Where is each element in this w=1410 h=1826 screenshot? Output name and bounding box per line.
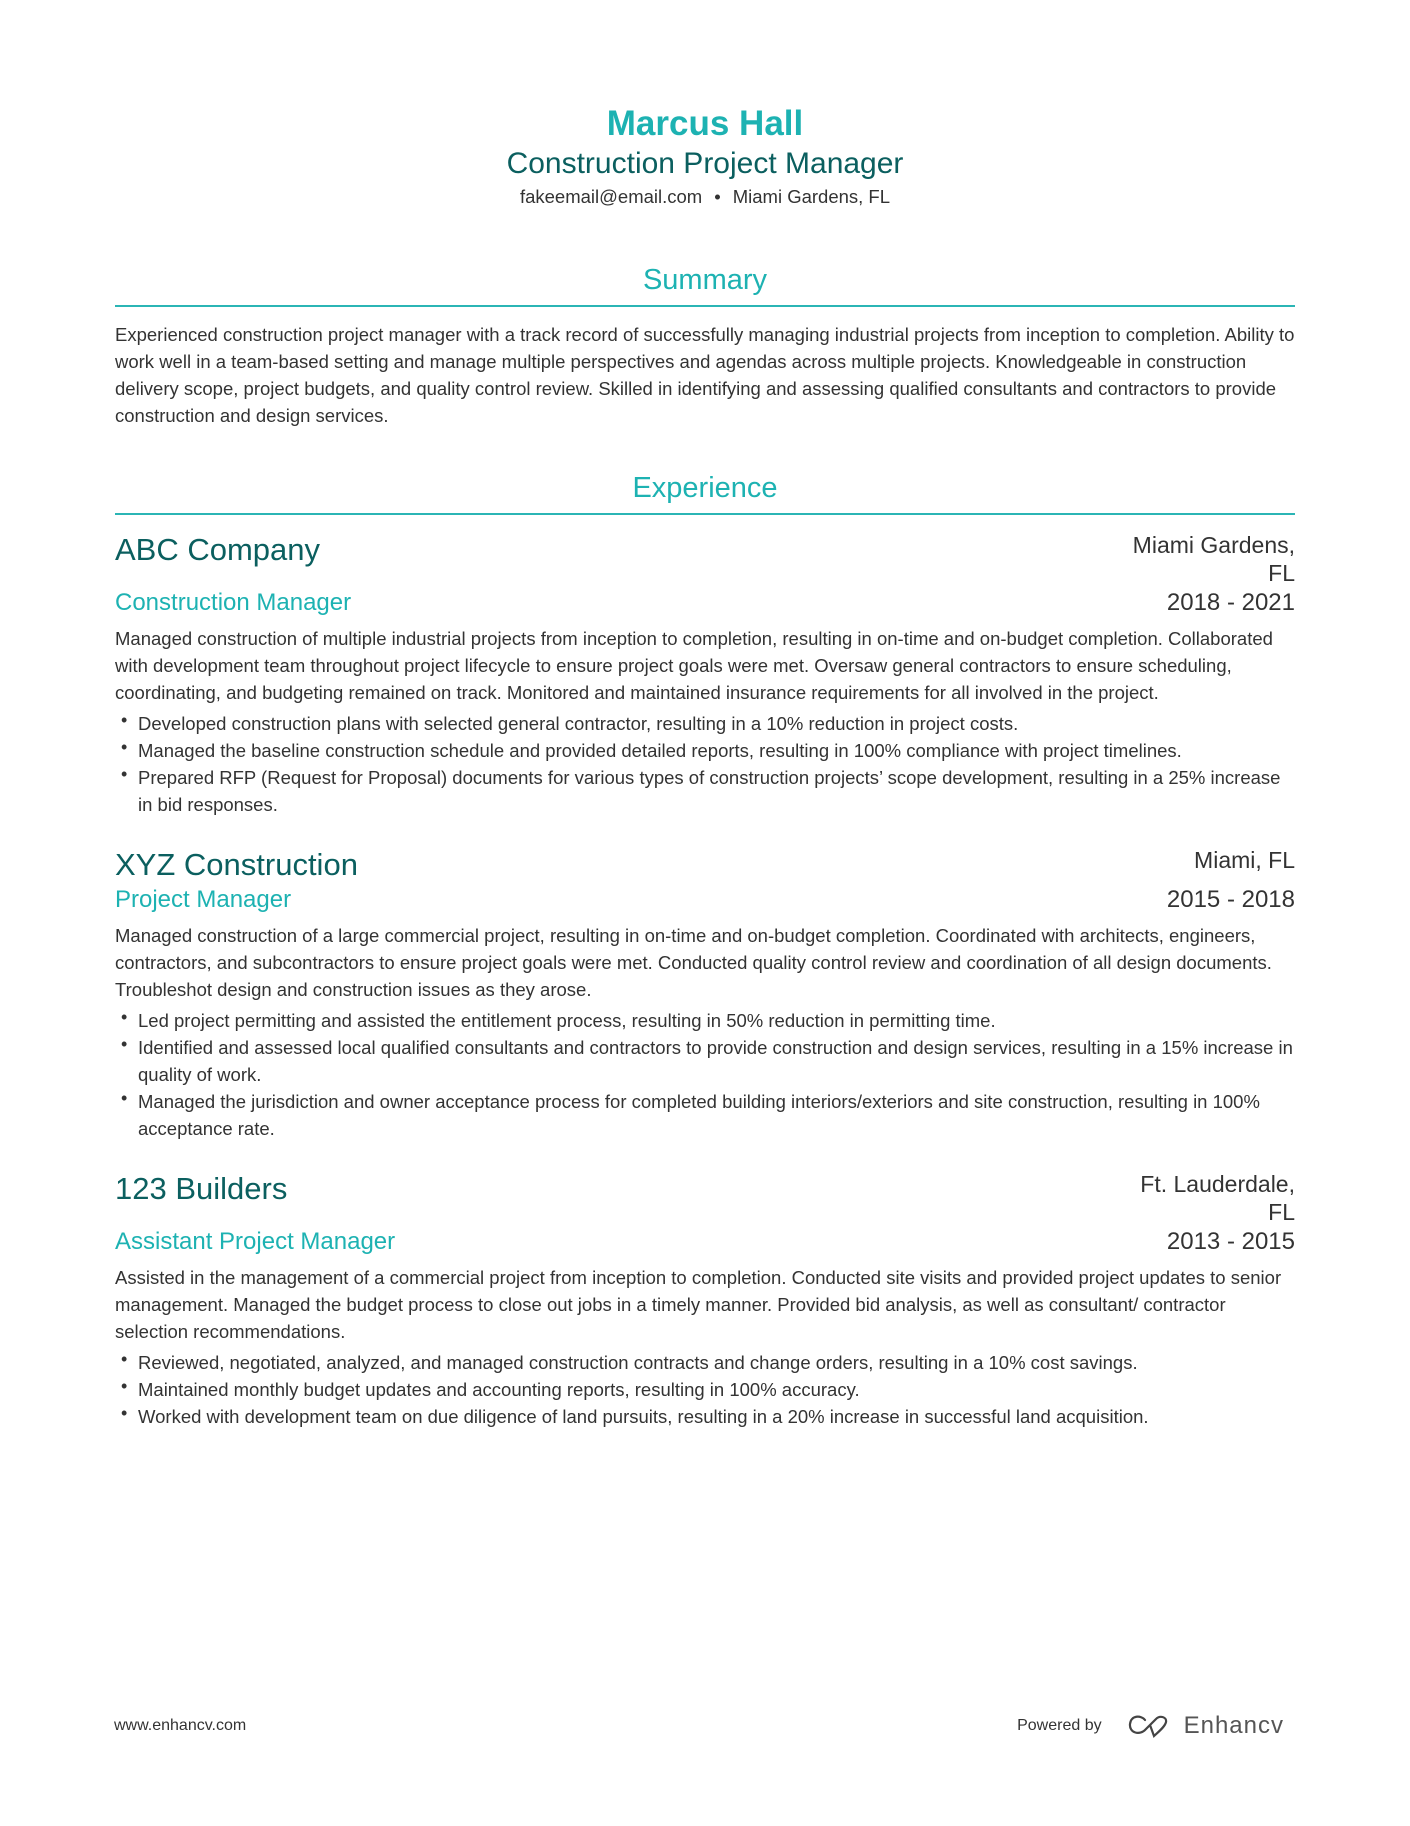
job-dates: 2013 - 2015 — [1166, 1228, 1295, 1255]
achievement-bullet: • Maintained monthly budget updates and accounting reports, resulting in 100% accuracy. — [115, 1376, 1295, 1403]
summary-text: Experienced construction project manager with a track record of successfully managing industrial projects from inception to completion. Ability to work well in a team-based setting and manage multiple perspectives and agendas across multiple projects. Knowledgeable in construction delivery scope, project budgets, and quality control review. Skilled in identifying and assessing qualified consultants and contractors to provide construction and design services. — [115, 324, 1295, 426]
job-description: Assisted in the management of a commercial project from inception to completion. Conducted site visits and provided project updates to senior management. Managed the budget process to close out jobs in a timely manner. Provided bid analysis, as well as consultant/ contractor selection recommendations. — [115, 1267, 1282, 1342]
contact-line — [115, 183, 1295, 211]
job-title: Assistant Project Manager — [115, 1228, 396, 1255]
job-description: Managed construction of multiple industrial projects from inception to completion, resulting in on-time and on-budget completion. Collaborated with development team throughout project lifecycle to ensure project goals were met. Oversaw general contractors to ensure scheduling, coordinating, and budgeting remained on track. Monitored and maintained insurance requirements for all involved in the project. — [115, 628, 1273, 703]
job-entry — [115, 531, 1295, 818]
achievement-bullet: • Worked with development team on due diligence of land pursuits, resulting in a 20% increase in successful land acquisition. — [115, 1403, 1295, 1430]
job-dates: 2018 - 2021 — [1166, 589, 1295, 616]
achievement-list — [115, 710, 1295, 818]
footer — [114, 1712, 1284, 1740]
section-heading: Experience — [115, 469, 1295, 515]
website-link[interactable]: www.enhancv.com — [114, 1717, 247, 1734]
job-location: Ft. Lauderdale, FL — [1140, 1171, 1295, 1225]
powered-by-label: Powered by — [1017, 1717, 1102, 1734]
section-heading: Summary — [115, 261, 1295, 307]
job-location: Miami, FL — [1194, 847, 1295, 873]
job-description: Managed construction of a large commercial project, resulting in on-time and on-budget completion. Coordinated with architects, engineers, contractors, and subcontractors to ensure project goals were met. Conducted quality control review and coordination of all design documents. Troubleshot design and construction issues as they arose. — [115, 925, 1272, 1000]
achievement-list — [115, 1007, 1295, 1142]
resume-page — [115, 0, 1295, 1430]
achievement-bullet: • Managed the baseline construction schedule and provided detailed reports, resulting in 100% compliance with project timelines. — [115, 737, 1295, 764]
achievement-bullet: • Developed construction plans with selected general contractor, resulting in a 10% reduction in project costs. — [115, 710, 1295, 737]
candidate-title: Construction Project Manager — [506, 147, 904, 180]
company-name: XYZ Construction — [115, 847, 358, 882]
location: Miami Gardens, FL — [732, 186, 891, 207]
company-name: 123 Builders — [115, 1171, 288, 1206]
job-title: Project Manager — [115, 886, 292, 913]
powered-by — [1017, 1712, 1284, 1740]
job-entry — [115, 846, 1295, 1142]
job-location: Miami Gardens, FL — [1132, 532, 1295, 586]
summary-section — [115, 261, 1295, 429]
candidate-name: Marcus Hall — [606, 104, 804, 143]
company-name: ABC Company — [115, 532, 321, 567]
email[interactable]: fakeemail@email.com — [519, 186, 703, 207]
enhancv-logo — [1126, 1712, 1284, 1740]
job-title: Construction Manager — [115, 589, 352, 616]
experience-section — [115, 469, 1295, 1430]
enhancv-logo-icon — [1126, 1713, 1172, 1739]
achievement-list — [115, 1349, 1295, 1430]
achievement-bullet: • Prepared RFP (Request for Proposal) documents for various types of construction projects’ scope development, resulting in a 25% increase in bid responses. — [115, 764, 1295, 818]
resume-header — [115, 103, 1295, 211]
achievement-bullet: • Reviewed, negotiated, analyzed, and managed construction contracts and change orders, resulting in a 10% cost savings. — [115, 1349, 1295, 1376]
achievement-bullet: • Identified and assessed local qualified consultants and contractors to provide construction and design services, resulting in a 15% increase in quality of work. — [115, 1034, 1295, 1088]
job-entry — [115, 1170, 1295, 1430]
separator: • — [714, 186, 721, 207]
job-dates: 2015 - 2018 — [1166, 886, 1295, 913]
brand-name: Enhancv — [1183, 1712, 1284, 1739]
achievement-bullet: • Led project permitting and assisted the entitlement process, resulting in 50% reduction in permitting time. — [115, 1007, 1295, 1034]
achievement-bullet: • Managed the jurisdiction and owner acceptance process for completed building interiors/exteriors and site construction, resulting in 100% acceptance rate. — [115, 1088, 1295, 1142]
